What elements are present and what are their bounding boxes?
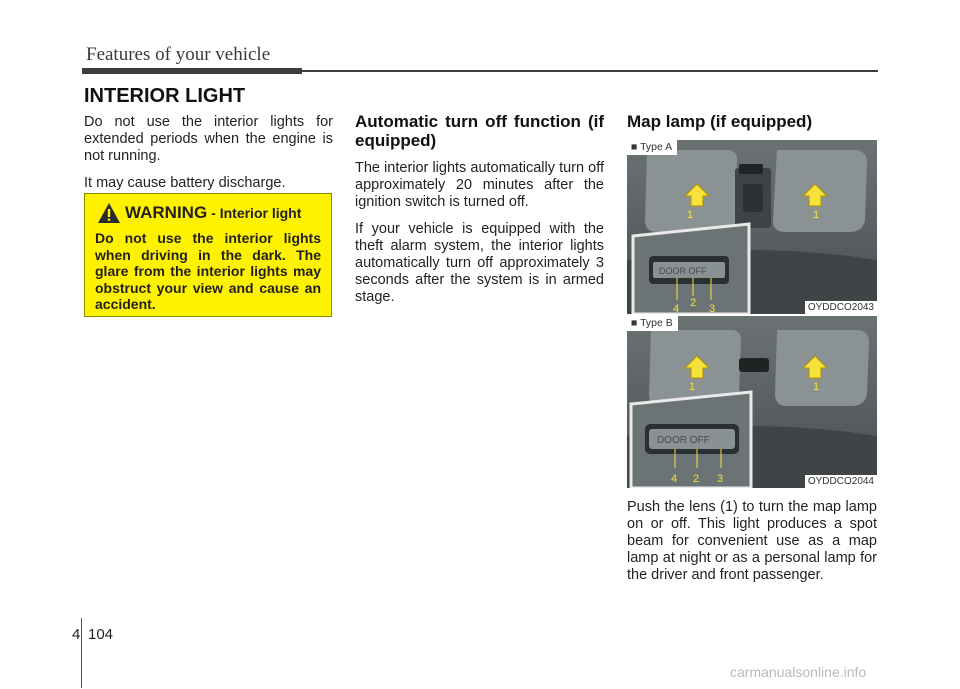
auto-off-column — [355, 112, 604, 316]
map-lamp-body: Push the lens (1) to turn the map lamp on or off. This light produces a spot beam for convenient use as a map lamp at night or as a personal lamp for the driver and front passenger. — [627, 499, 877, 583]
footer-rule — [81, 618, 82, 688]
auto-off-paragraph-1: The interior lights automatically turn off approximately 20 minutes after the ignition switch is turned off. — [355, 160, 604, 210]
callout-3-b: 3 — [717, 473, 724, 485]
callout-1-left-b: 1 — [689, 381, 696, 393]
map-lamp-title: Map lamp (if equipped) — [627, 112, 813, 131]
warning-triangle-icon — [97, 202, 121, 224]
callout-2: 2 — [690, 297, 697, 309]
auto-off-paragraph-2: If your vehicle is equipped with the theft alarm system, the interior lights automatically turn off approximately 3 seconds after the system is in armed stage. — [355, 221, 604, 305]
running-header: Features of your vehicle — [86, 44, 271, 65]
page-number: 104 — [88, 626, 114, 643]
callout-1-right-b: 1 — [813, 381, 820, 393]
figure-type-label-a: ■ Type A — [627, 140, 677, 155]
map-lamp-illustration-b — [627, 316, 877, 488]
header-rule-thick — [82, 68, 302, 74]
chapter-number: 4 — [72, 626, 81, 643]
switch-door-off-text-b: DOOR OFF — [657, 435, 710, 446]
warning-label: WARNING — [125, 203, 208, 222]
intro-column — [84, 114, 333, 202]
callout-4-b: 4 — [671, 473, 678, 485]
callout-3: 3 — [709, 303, 716, 314]
auto-off-title: Automatic turn off function (if equipped) — [355, 112, 604, 150]
switch-inset-b — [631, 392, 751, 488]
callout-1-right: 1 — [813, 209, 820, 221]
map-lamp-column — [627, 112, 877, 141]
figure-type-b — [627, 316, 877, 488]
switch-door-off-text: DOOR OFF — [659, 266, 707, 276]
figure-code-a: OYDDCO2043 — [805, 301, 877, 314]
callout-2-b: 2 — [693, 473, 700, 485]
warning-box — [84, 193, 332, 317]
callout-4: 4 — [673, 303, 680, 314]
warning-heading — [95, 202, 321, 224]
intro-paragraph-2: It may cause battery discharge. — [84, 175, 286, 191]
watermark: carmanualsonline.info — [730, 664, 867, 680]
figure-type-label-b: ■ Type B — [627, 316, 678, 331]
figure-code-b: OYDDCO2044 — [805, 475, 877, 488]
section-title: INTERIOR LIGHT — [84, 85, 246, 107]
warning-subtitle: - Interior light — [211, 205, 302, 221]
callout-1-left: 1 — [687, 209, 694, 221]
figure-type-a — [627, 140, 877, 314]
map-lamp-illustration-a — [627, 140, 877, 314]
intro-paragraph-1: Do not use the interior lights for extended periods when the engine is not running. — [84, 114, 333, 164]
warning-body: Do not use the interior lights when driving in the dark. The glare from the interior lights may obstruct your view and cause an accident. — [95, 230, 321, 312]
header-rule-thin — [302, 70, 878, 72]
switch-inset-a — [633, 224, 749, 314]
